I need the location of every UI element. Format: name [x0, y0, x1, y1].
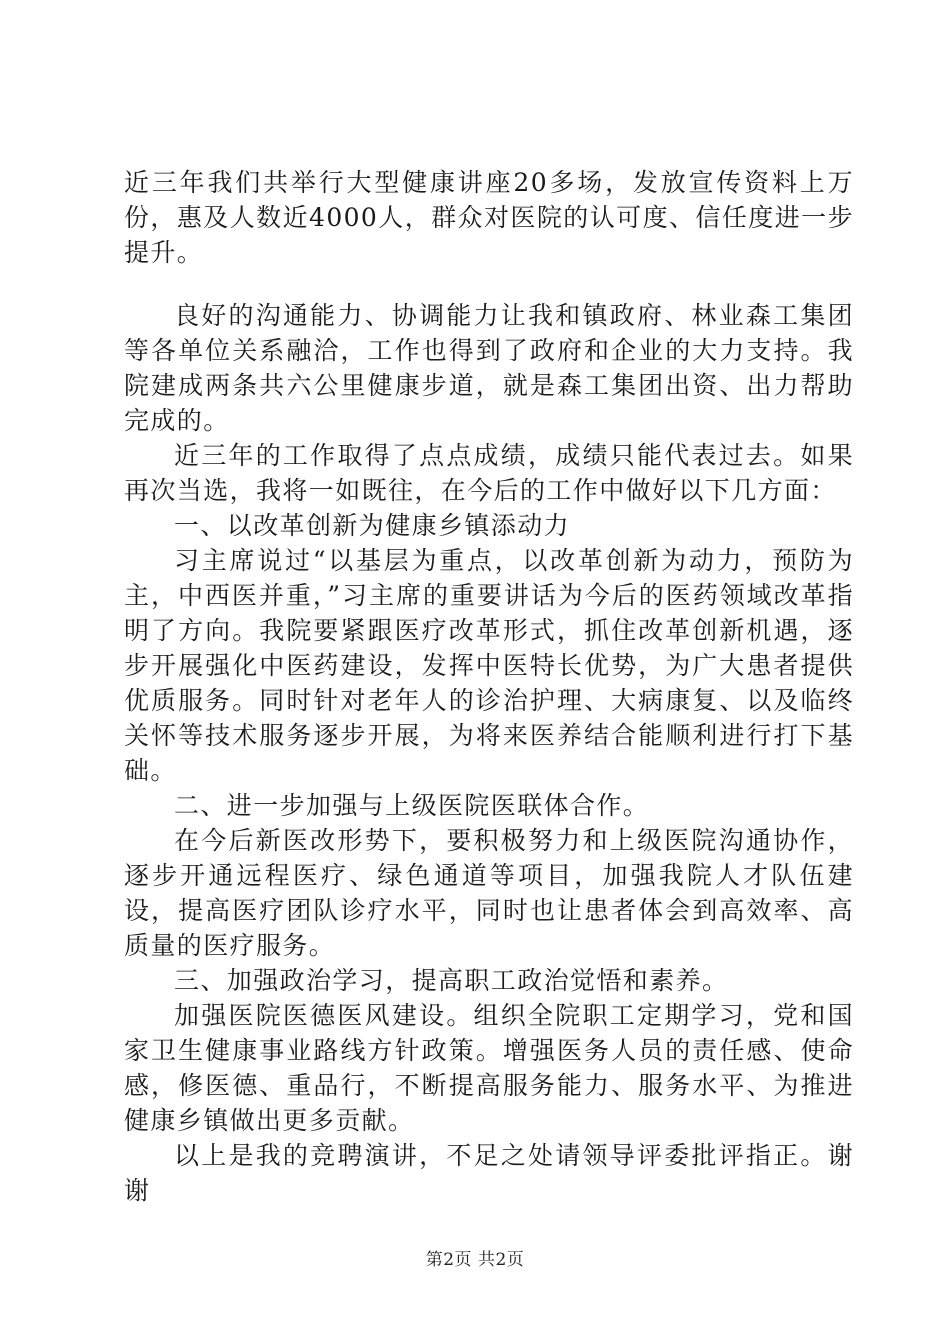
heading-medical-alliance: 二、进一步加强与上级医院医联体合作。 — [174, 791, 650, 820]
paragraph-reform-details: 习主席说过“以基层为重点，以改革创新为动力，预防为主，中西医并重，”习主席的重要讲话为今后的医药领域改革指明了方向。我院要紧跟医疗改革形式，抓住改革创新机遇，逐步开展强化中医药建设，发挥中医特长优势，为广大患者提供优质服务。同时针对老年人的诊治护理、大病康复、以及临终关怀等技术服务逐步开展，为将来医养结合能顺利进行打下基础。 — [124, 546, 854, 785]
paragraph-closing: 以上是我的竞聘演讲，不足之处请领导评委批评指正。谢谢 — [124, 1141, 854, 1205]
heading-reform-innovation: 一、以改革创新为健康乡镇添动力 — [174, 511, 571, 540]
heading-political-study: 三、加强政治学习，提高职工政治觉悟和素养。 — [174, 966, 729, 995]
paragraph-health-lectures: 近三年我们共举行大型健康讲座20多场，发放宣传资料上万份，惠及人数近4000人，群众对医院的认可度、信任度进一步提升。 — [124, 168, 854, 267]
page-number-footer: 第2页 共2页 — [425, 1250, 525, 1270]
paragraph-communication: 良好的沟通能力、协调能力让我和镇政府、林业森工集团等各单位关系融洽，工作也得到了政府和企业的大力支持。我院建成两条共六公里健康步道，就是森工集团出资、出力帮助完成的。 — [124, 301, 854, 435]
paragraph-medical-ethics: 加强医院医德医风建设。组织全院职工定期学习，党和国家卫生健康事业路线方针政策。增强医务人员的责任感、使命感，修医德、重品行，不断提高服务能力、服务水平、为推进健康乡镇做出更多贡献。 — [124, 1001, 854, 1135]
document-body — [124, 165, 854, 1208]
paragraph-medical-alliance: 在今后新医改形势下，要积极努力和上级医院沟通协作，逐步开通远程医疗、绿色通道等项目，加强我院人才队伍建设，提高医疗团队诊疗水平，同时也让患者体会到高效率、高质量的医疗服务。 — [124, 826, 854, 960]
paragraph-achievements: 近三年的工作取得了点点成绩，成绩只能代表过去。如果再次当选，我将一如既往，在今后的工作中做好以下几方面： — [124, 441, 854, 505]
